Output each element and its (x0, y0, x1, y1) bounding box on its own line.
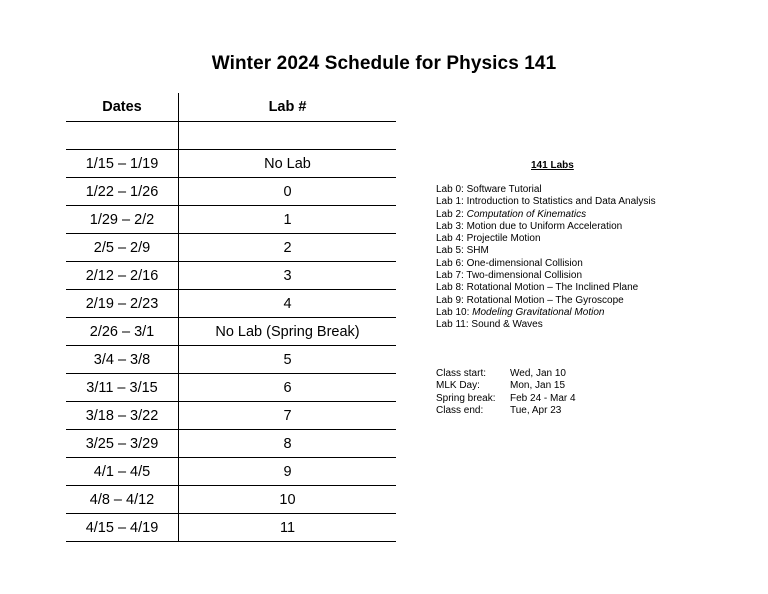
table-row (66, 290, 396, 318)
table-row (66, 206, 396, 234)
class-date-value: Mon, Jan 15 (510, 380, 566, 392)
dates-cell: 2/19 – 2/23 (66, 290, 179, 317)
lab-list-item (436, 233, 656, 245)
lab-prefix: Lab 8: (436, 282, 467, 294)
lab-name: SHM (466, 245, 489, 257)
dates-cell: 3/18 – 3/22 (66, 402, 179, 429)
lab-prefix: Lab 6: (436, 257, 467, 269)
lab-name: Software Tutorial (466, 184, 542, 195)
lab-name: Rotational Motion – The Inclined Plane (466, 282, 639, 294)
table-row (66, 150, 396, 178)
class-dates (436, 368, 576, 417)
class-date-value: Feb 24 - Mar 4 (510, 392, 576, 404)
class-date-label: Class start: (436, 368, 487, 379)
lab-prefix: Lab 7: (436, 270, 467, 282)
header-lab-number: Lab # (268, 99, 307, 115)
lab-list-item (436, 282, 656, 294)
lab-cell: 2 (283, 239, 292, 256)
lab-cell: 1 (283, 211, 292, 228)
lab-name: Motion due to Uniform Acceleration (466, 220, 623, 232)
schedule-table (66, 93, 396, 542)
lab-name: Sound & Waves (471, 319, 543, 331)
lab-cell: 3 (283, 267, 292, 284)
lab-list-item (436, 221, 656, 233)
dates-cell: 2/5 – 2/9 (66, 234, 179, 261)
table-row (66, 262, 396, 290)
lab-cell: 4 (283, 295, 292, 312)
lab-list-item (436, 295, 656, 307)
dates-cell: 2/26 – 3/1 (66, 318, 179, 345)
class-date-value: Tue, Apr 23 (510, 404, 562, 416)
lab-name: Computation of Kinematics (466, 208, 587, 220)
lab-name: Introduction to Statistics and Data Analysis (466, 196, 656, 208)
lab-prefix: Lab 5: (436, 245, 467, 257)
dates-cell: 1/29 – 2/2 (66, 206, 179, 233)
table-row (66, 178, 396, 206)
class-date-value: Wed, Jan 10 (510, 368, 566, 379)
lab-cell: 0 (283, 183, 292, 200)
class-date-label: MLK Day: (436, 380, 480, 392)
lab-list-item (436, 245, 656, 257)
class-date-label: Spring break: (436, 392, 496, 404)
lab-list-item (436, 270, 656, 282)
dates-cell: 1/22 – 1/26 (66, 178, 179, 205)
lab-name: Two-dimensional Collision (466, 270, 583, 282)
dates-cell: 4/15 – 4/19 (66, 514, 179, 541)
dates-cell: 3/4 – 3/8 (66, 346, 179, 373)
blank-dates-cell (66, 122, 179, 149)
lab-prefix: Lab 0: (436, 184, 467, 195)
lab-cell: 11 (279, 519, 296, 536)
class-date-line (436, 405, 576, 417)
table-row (66, 318, 396, 346)
lab-list-item (436, 258, 656, 270)
lab-cell: 6 (283, 379, 292, 396)
lab-prefix: Lab 1: (436, 196, 467, 208)
class-date-line (436, 368, 576, 380)
table-row (66, 346, 396, 374)
lab-prefix: Lab 9: (436, 294, 467, 306)
class-date-line (436, 380, 576, 392)
lab-cell: 10 (279, 491, 296, 508)
lab-list-item (436, 319, 656, 331)
lab-cell: No Lab (264, 155, 311, 172)
lab-prefix: Lab 3: (436, 220, 467, 232)
lab-prefix: Lab 4: (436, 233, 467, 245)
labs-list (436, 184, 656, 332)
lab-cell: No Lab (Spring Break) (215, 323, 360, 340)
lab-name: Modeling Gravitational Motion (472, 306, 605, 318)
schedule-body (66, 150, 396, 542)
table-row (66, 402, 396, 430)
table-row (66, 430, 396, 458)
blank-lab-cell (179, 122, 396, 149)
table-row (66, 374, 396, 402)
header-dates: Dates (66, 93, 179, 121)
dates-cell: 3/11 – 3/15 (66, 374, 179, 401)
table-row (66, 486, 396, 514)
lab-cell: 8 (283, 435, 292, 452)
dates-cell: 1/15 – 1/19 (66, 150, 179, 177)
table-blank-row (66, 122, 396, 150)
lab-cell: 9 (283, 463, 292, 480)
table-row (66, 514, 396, 542)
lab-name: Projectile Motion (466, 233, 541, 245)
lab-name: Rotational Motion – The Gyroscope (466, 294, 624, 306)
lab-name: One-dimensional Collision (466, 257, 583, 269)
dates-cell: 2/12 – 2/16 (66, 262, 179, 289)
page-title: Winter 2024 Schedule for Physics 141 (211, 53, 557, 74)
class-date-line (436, 393, 576, 405)
table-row (66, 458, 396, 486)
lab-prefix: Lab 10: (436, 306, 473, 318)
lab-list-item (436, 209, 656, 221)
lab-cell: 5 (283, 351, 292, 368)
labs-title: 141 Labs (531, 160, 574, 171)
dates-cell: 4/8 – 4/12 (66, 486, 179, 513)
lab-list-item (436, 307, 656, 319)
lab-list-item (436, 184, 656, 196)
lab-cell: 7 (283, 407, 292, 424)
lab-prefix: Lab 11: (436, 319, 472, 331)
table-row (66, 234, 396, 262)
dates-cell: 4/1 – 4/5 (66, 458, 179, 485)
lab-prefix: Lab 2: (436, 208, 467, 220)
lab-list-item (436, 196, 656, 208)
class-date-label: Class end: (436, 404, 484, 416)
dates-cell: 3/25 – 3/29 (66, 430, 179, 457)
table-header-row (66, 93, 396, 122)
